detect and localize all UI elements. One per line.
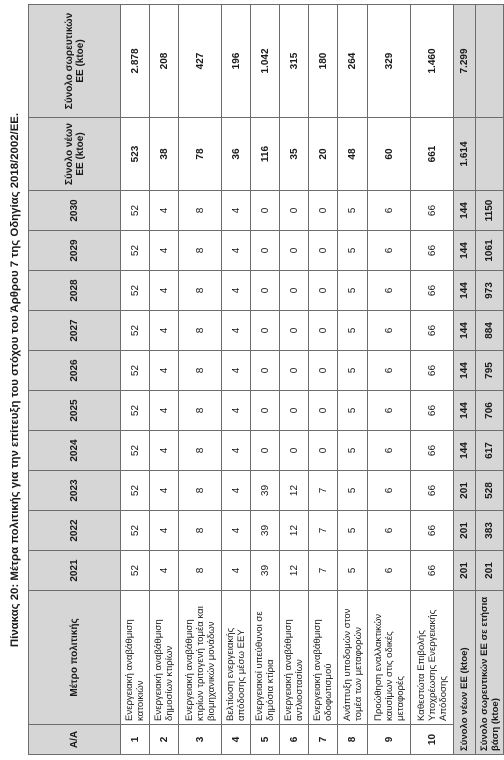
year-value-2028: 0 [251, 271, 280, 311]
table-container [28, 5, 501, 755]
year-value-2030: 4 [222, 191, 251, 231]
year-value-2024: 0 [251, 431, 280, 471]
year-value-2023: 4 [222, 471, 251, 511]
header-year-2025: 2025 [29, 391, 121, 431]
table-row [179, 5, 222, 755]
year-value-2030: 52 [121, 191, 150, 231]
year-value-2028: 6 [368, 271, 411, 311]
year-value-2028: 8 [179, 271, 222, 311]
total-cumulative-year-2024: 617 [476, 431, 504, 471]
year-value-2022: 6 [368, 511, 411, 551]
total-new-year-2024: 144 [454, 431, 476, 471]
year-value-2030: 8 [179, 191, 222, 231]
year-value-2025: 0 [309, 391, 338, 431]
year-value-2026: 52 [121, 351, 150, 391]
year-value-2022: 5 [338, 511, 368, 551]
year-value-2023: 39 [251, 471, 280, 511]
year-value-2022: 4 [222, 511, 251, 551]
row-number: 10 [411, 725, 454, 755]
year-value-2026: 5 [338, 351, 368, 391]
total-cumulative-year-2021: 201 [476, 551, 504, 591]
year-value-2022: 7 [309, 511, 338, 551]
year-value-2027: 4 [222, 311, 251, 351]
year-value-2025: 52 [121, 391, 150, 431]
year-value-2021: 66 [411, 551, 454, 591]
year-value-2024: 8 [179, 431, 222, 471]
year-value-2030: 6 [368, 191, 411, 231]
year-value-2021: 52 [121, 551, 150, 591]
table-row [222, 5, 251, 755]
year-value-2027: 52 [121, 311, 150, 351]
header-year-2022: 2022 [29, 511, 121, 551]
header-year-2028: 2028 [29, 271, 121, 311]
year-value-2028: 66 [411, 271, 454, 311]
table-row [309, 5, 338, 755]
year-value-2025: 66 [411, 391, 454, 431]
row-number: 8 [338, 725, 368, 755]
cumulative-ee-value: 264 [338, 5, 368, 118]
year-value-2025: 8 [179, 391, 222, 431]
empty-cell [476, 118, 504, 191]
year-value-2030: 0 [251, 191, 280, 231]
header-year-2030: 2030 [29, 191, 121, 231]
table-row [411, 5, 454, 755]
year-value-2026: 4 [222, 351, 251, 391]
total-cumulative-year-2029: 1061 [476, 231, 504, 271]
measure-name: Ενεργειακή αναβάθμιση αντλιοστασίων [280, 591, 309, 725]
year-value-2026: 0 [251, 351, 280, 391]
year-value-2021: 8 [179, 551, 222, 591]
year-value-2027: 5 [338, 311, 368, 351]
year-value-2028: 4 [222, 271, 251, 311]
table-row [280, 5, 309, 755]
row-number: 2 [150, 725, 179, 755]
year-value-2029: 6 [368, 231, 411, 271]
year-value-2030: 5 [338, 191, 368, 231]
year-value-2026: 8 [179, 351, 222, 391]
total-new-year-2027: 144 [454, 311, 476, 351]
year-value-2021: 6 [368, 551, 411, 591]
cumulative-ee-value: 208 [150, 5, 179, 118]
year-value-2023: 6 [368, 471, 411, 511]
cumulative-ee-value: 2.878 [121, 5, 150, 118]
total-new-row [454, 5, 476, 755]
year-value-2023: 5 [338, 471, 368, 511]
year-value-2028: 5 [338, 271, 368, 311]
year-value-2025: 4 [150, 391, 179, 431]
new-ee-value: 78 [179, 118, 222, 191]
header-aa: Α/Α [29, 725, 121, 755]
year-value-2029: 52 [121, 231, 150, 271]
year-value-2026: 66 [411, 351, 454, 391]
year-value-2024: 4 [222, 431, 251, 471]
year-value-2023: 8 [179, 471, 222, 511]
cumulative-ee-value: 1.460 [411, 5, 454, 118]
year-value-2028: 0 [280, 271, 309, 311]
year-value-2023: 7 [309, 471, 338, 511]
row-number: 1 [121, 725, 150, 755]
total-cumulative-label: Σύνολο σωρευτικών ΕΕ σε ετήσια βάση (ktoe) [476, 591, 504, 755]
year-value-2023: 12 [280, 471, 309, 511]
measure-name: Καθεστώτα Επιβολής Υποχρέωσης Ενεργειακής Απόδοσης [411, 591, 454, 725]
table-caption: Πίνακας 20: Μέτρα πολιτικής για την επίτευξη του στόχου του Άρθρου 7 της Οδηγίας 2018/2002/ΕΕ. [9, 112, 21, 648]
year-value-2021: 5 [338, 551, 368, 591]
new-ee-value: 38 [150, 118, 179, 191]
year-value-2022: 66 [411, 511, 454, 551]
year-value-2029: 0 [309, 231, 338, 271]
cumulative-ee-value: 329 [368, 5, 411, 118]
year-value-2028: 52 [121, 271, 150, 311]
year-value-2024: 0 [309, 431, 338, 471]
new-ee-value: 48 [338, 118, 368, 191]
year-value-2022: 8 [179, 511, 222, 551]
year-value-2029: 5 [338, 231, 368, 271]
year-value-2021: 39 [251, 551, 280, 591]
year-value-2030: 66 [411, 191, 454, 231]
year-value-2024: 5 [338, 431, 368, 471]
header-cum-ee: Σύνολο σωρευτικών ΕΕ (ktoe) [29, 5, 121, 118]
year-value-2026: 4 [150, 351, 179, 391]
new-ee-value: 36 [222, 118, 251, 191]
header-year-2026: 2026 [29, 351, 121, 391]
measure-name: Ενεργειακοί υπεύθυνοι σε δημόσια κτίρια [251, 591, 280, 725]
table-body [121, 5, 504, 755]
year-value-2029: 0 [280, 231, 309, 271]
year-value-2029: 0 [251, 231, 280, 271]
year-value-2022: 52 [121, 511, 150, 551]
year-value-2021: 7 [309, 551, 338, 591]
row-number: 7 [309, 725, 338, 755]
total-cumulative-year-2027: 884 [476, 311, 504, 351]
year-value-2023: 52 [121, 471, 150, 511]
new-ee-value: 20 [309, 118, 338, 191]
year-value-2025: 0 [251, 391, 280, 431]
row-number: 9 [368, 725, 411, 755]
header-new-ee: Σύνολο νέων ΕΕ (ktoe) [29, 118, 121, 191]
table-row [368, 5, 411, 755]
year-value-2029: 66 [411, 231, 454, 271]
total-cumulative-year-2022: 383 [476, 511, 504, 551]
cumulative-ee-value: 180 [309, 5, 338, 118]
year-value-2025: 4 [222, 391, 251, 431]
cumulative-ee-value: 1.042 [251, 5, 280, 118]
measure-name: Ενεργειακή αναβάθμιση δημοσίων κτιρίων [150, 591, 179, 725]
total-cumulative-ee: 7.299 [454, 5, 476, 118]
year-value-2024: 52 [121, 431, 150, 471]
header-measure: Μέτρο πολιτικής [29, 591, 121, 725]
year-value-2024: 0 [280, 431, 309, 471]
header-year-2023: 2023 [29, 471, 121, 511]
year-value-2021: 4 [150, 551, 179, 591]
total-new-year-2022: 201 [454, 511, 476, 551]
row-number: 4 [222, 725, 251, 755]
year-value-2028: 4 [150, 271, 179, 311]
row-number: 5 [251, 725, 280, 755]
total-new-year-2025: 144 [454, 391, 476, 431]
measure-name: Ενεργειακή αναβάθμιση κτιρίων τριτογενή τομέα και βιομηχανικών μονάδων [179, 591, 222, 725]
header-year-2024: 2024 [29, 431, 121, 471]
total-new-year-2028: 144 [454, 271, 476, 311]
year-value-2022: 39 [251, 511, 280, 551]
header-year-2021: 2021 [29, 551, 121, 591]
year-value-2027: 8 [179, 311, 222, 351]
total-new-year-2026: 144 [454, 351, 476, 391]
year-value-2030: 4 [150, 191, 179, 231]
total-cumulative-year-2025: 706 [476, 391, 504, 431]
year-value-2030: 0 [309, 191, 338, 231]
year-value-2030: 0 [280, 191, 309, 231]
total-new-year-2021: 201 [454, 551, 476, 591]
year-value-2022: 4 [150, 511, 179, 551]
year-value-2027: 66 [411, 311, 454, 351]
empty-cell [476, 5, 504, 118]
year-value-2027: 4 [150, 311, 179, 351]
year-value-2029: 4 [222, 231, 251, 271]
year-value-2021: 4 [222, 551, 251, 591]
table-row [251, 5, 280, 755]
measure-name: Ενεργειακή αναβάθμιση κατοικιών [121, 591, 150, 725]
cumulative-ee-value: 427 [179, 5, 222, 118]
year-value-2023: 4 [150, 471, 179, 511]
total-new-year-2023: 201 [454, 471, 476, 511]
table-row [150, 5, 179, 755]
policy-measures-table [28, 4, 504, 755]
total-new-year-2030: 144 [454, 191, 476, 231]
measure-name: Βελτίωση ενεργειακής απόδοσης μέσω ΕΕΥ [222, 591, 251, 725]
year-value-2024: 4 [150, 431, 179, 471]
table-row [121, 5, 150, 755]
total-cumulative-row [476, 5, 504, 755]
row-number: 3 [179, 725, 222, 755]
measure-name: Ανάπτυξη υποδομών στον τομέα των μεταφορών [338, 591, 368, 725]
measure-name: Προώθηση εναλλακτικών καυσίμων στις οδικές μεταφορές [368, 591, 411, 725]
cumulative-ee-value: 196 [222, 5, 251, 118]
total-cumulative-year-2026: 795 [476, 351, 504, 391]
year-value-2022: 12 [280, 511, 309, 551]
total-cumulative-year-2030: 1150 [476, 191, 504, 231]
header-year-2029: 2029 [29, 231, 121, 271]
total-new-label: Σύνολο νέων ΕΕ (ktoe) [454, 591, 476, 755]
new-ee-value: 661 [411, 118, 454, 191]
year-value-2027: 6 [368, 311, 411, 351]
year-value-2028: 0 [309, 271, 338, 311]
measure-name: Ενεργειακή αναβάθμιση οδοφωτισμού [309, 591, 338, 725]
year-value-2027: 0 [251, 311, 280, 351]
new-ee-value: 60 [368, 118, 411, 191]
year-value-2024: 66 [411, 431, 454, 471]
year-value-2026: 0 [309, 351, 338, 391]
year-value-2021: 12 [280, 551, 309, 591]
year-value-2029: 8 [179, 231, 222, 271]
year-value-2027: 0 [280, 311, 309, 351]
total-cumulative-year-2023: 528 [476, 471, 504, 511]
total-new-ee: 1.614 [454, 118, 476, 191]
year-value-2025: 0 [280, 391, 309, 431]
new-ee-value: 35 [280, 118, 309, 191]
year-value-2023: 66 [411, 471, 454, 511]
year-value-2025: 6 [368, 391, 411, 431]
year-value-2026: 6 [368, 351, 411, 391]
year-value-2027: 0 [309, 311, 338, 351]
year-value-2029: 4 [150, 231, 179, 271]
year-value-2024: 6 [368, 431, 411, 471]
new-ee-value: 523 [121, 118, 150, 191]
total-new-year-2029: 144 [454, 231, 476, 271]
table-row [338, 5, 368, 755]
year-value-2025: 5 [338, 391, 368, 431]
header-row [29, 5, 121, 755]
new-ee-value: 116 [251, 118, 280, 191]
cumulative-ee-value: 315 [280, 5, 309, 118]
row-number: 6 [280, 725, 309, 755]
total-cumulative-year-2028: 973 [476, 271, 504, 311]
header-year-2027: 2027 [29, 311, 121, 351]
year-value-2026: 0 [280, 351, 309, 391]
